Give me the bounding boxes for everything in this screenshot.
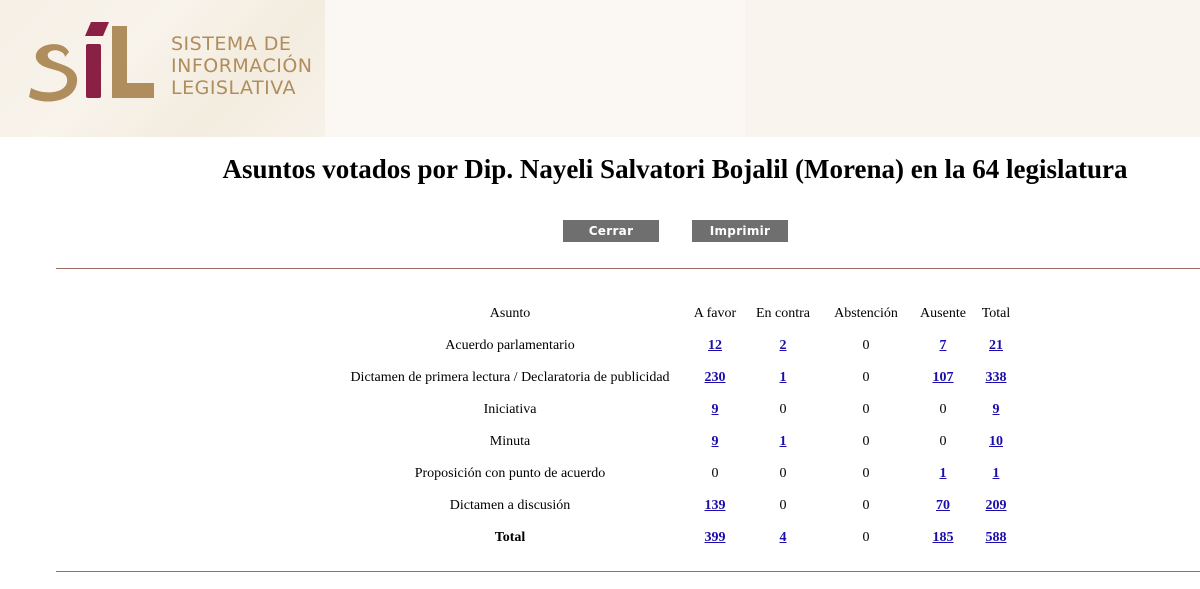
total-link[interactable]: 588 xyxy=(985,530,1007,545)
abstencion-cell: 0 xyxy=(862,498,870,513)
ausente-link[interactable]: 70 xyxy=(936,498,950,513)
ausente-link[interactable]: 7 xyxy=(939,338,947,353)
ausente-link[interactable]: 1 xyxy=(939,466,947,481)
favor-cell xyxy=(680,522,750,554)
ausente-cell xyxy=(916,490,970,522)
ausente-link[interactable]: 185 xyxy=(932,530,954,545)
header-total: Total xyxy=(981,306,1011,321)
abstencion-cell: 0 xyxy=(862,466,870,481)
site-header xyxy=(0,0,1200,137)
total-cell xyxy=(970,426,1022,458)
contra-link[interactable]: 2 xyxy=(779,338,787,353)
table-row xyxy=(340,458,1022,490)
favor-cell: 0 xyxy=(711,466,719,481)
divider-bottom xyxy=(56,571,1200,572)
abstencion-cell: 0 xyxy=(862,370,870,385)
favor-link[interactable]: 139 xyxy=(704,498,726,513)
logo-text xyxy=(171,33,313,99)
total-cell xyxy=(970,362,1022,394)
totals-row xyxy=(340,522,1022,554)
header-asunto: Asunto xyxy=(489,306,531,321)
header-a-favor: A favor xyxy=(693,306,737,321)
close-button[interactable]: Cerrar xyxy=(563,220,659,242)
contra-cell xyxy=(750,426,816,458)
favor-link[interactable]: 12 xyxy=(708,338,722,353)
total-link[interactable]: 9 xyxy=(992,402,1000,417)
asunto-cell: Iniciativa xyxy=(483,402,537,417)
total-link[interactable]: 1 xyxy=(992,466,1000,481)
contra-cell: 0 xyxy=(779,466,787,481)
asunto-cell: Acuerdo parlamentario xyxy=(445,338,575,353)
asunto-cell: Minuta xyxy=(489,434,531,449)
favor-cell xyxy=(680,490,750,522)
table-row xyxy=(340,362,1022,394)
ausente-cell xyxy=(916,458,970,490)
favor-link[interactable]: 9 xyxy=(711,434,719,449)
ausente-cell: 0 xyxy=(939,402,947,417)
total-cell xyxy=(970,330,1022,362)
contra-cell: 0 xyxy=(779,402,787,417)
votes-table xyxy=(340,298,1022,554)
total-link[interactable]: 21 xyxy=(989,338,1003,353)
page-title: Asuntos votados por Dip. Nayeli Salvatori Bojalil (Morena) en la 64 legislatura xyxy=(222,154,1128,184)
table-row xyxy=(340,330,1022,362)
divider-top xyxy=(56,268,1200,269)
ausente-link[interactable]: 107 xyxy=(932,370,954,385)
contra-cell: 0 xyxy=(779,498,787,513)
abstencion-cell: 0 xyxy=(862,530,870,545)
ausente-cell xyxy=(916,522,970,554)
logo-text-line: INFORMACIÓN xyxy=(171,55,313,77)
favor-cell xyxy=(680,394,750,426)
header-ausente: Ausente xyxy=(920,306,966,321)
contra-cell xyxy=(750,362,816,394)
abstencion-cell: 0 xyxy=(862,338,870,353)
print-button[interactable]: Imprimir xyxy=(692,220,788,242)
abstencion-cell: 0 xyxy=(862,402,870,417)
favor-link[interactable]: 9 xyxy=(711,402,719,417)
favor-cell xyxy=(680,362,750,394)
header-en-contra: En contra xyxy=(755,306,811,321)
logo-text-line: LEGISLATIVA xyxy=(171,77,297,99)
contra-link[interactable]: 4 xyxy=(779,530,787,545)
contra-cell xyxy=(750,330,816,362)
favor-cell xyxy=(680,330,750,362)
total-link[interactable]: 10 xyxy=(989,434,1003,449)
ausente-cell xyxy=(916,330,970,362)
table-row xyxy=(340,426,1022,458)
contra-link[interactable]: 1 xyxy=(779,434,787,449)
favor-cell xyxy=(680,426,750,458)
ausente-cell: 0 xyxy=(939,434,947,449)
table-header-row xyxy=(340,298,1022,330)
asunto-cell: Dictamen de primera lectura / Declaratoria de publicidad xyxy=(350,370,670,385)
total-cell xyxy=(970,522,1022,554)
header-decoration-right xyxy=(745,0,1200,137)
sil-logo-mark[interactable] xyxy=(25,22,160,102)
contra-cell xyxy=(750,522,816,554)
total-link[interactable]: 338 xyxy=(985,370,1007,385)
total-cell xyxy=(970,394,1022,426)
table-row xyxy=(340,394,1022,426)
table-row xyxy=(340,490,1022,522)
contra-link[interactable]: 1 xyxy=(779,370,787,385)
totals-label: Total xyxy=(494,530,526,545)
logo-text-line: SISTEMA DE xyxy=(171,33,292,55)
total-cell xyxy=(970,458,1022,490)
asunto-cell: Proposición con punto de acuerdo xyxy=(414,466,606,481)
abstencion-cell: 0 xyxy=(862,434,870,449)
total-link[interactable]: 209 xyxy=(985,498,1007,513)
favor-link[interactable]: 230 xyxy=(704,370,726,385)
favor-link[interactable]: 399 xyxy=(704,530,726,545)
asunto-cell: Dictamen a discusión xyxy=(449,498,571,513)
ausente-cell xyxy=(916,362,970,394)
total-cell xyxy=(970,490,1022,522)
header-abstencion: Abstención xyxy=(834,306,898,321)
